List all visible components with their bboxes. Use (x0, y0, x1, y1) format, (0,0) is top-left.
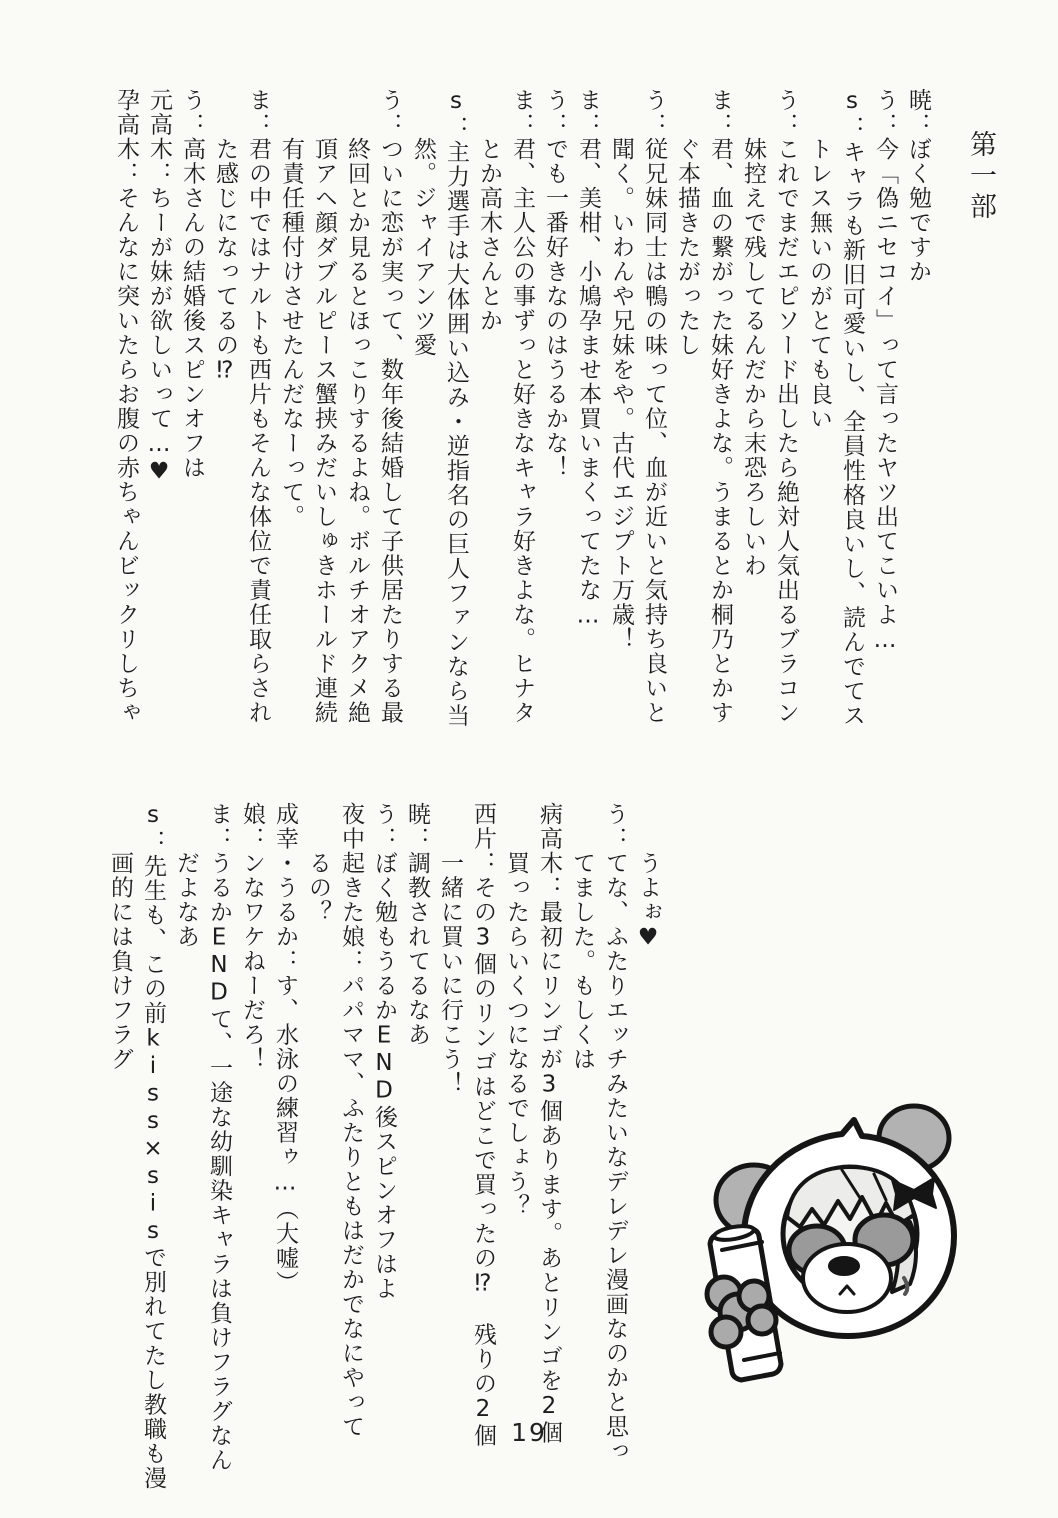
dialogue-line: s：主力選手は大体囲い込み・逆指名の巨人ファンなら当 (443, 88, 469, 728)
part-title: 第一部 (965, 130, 996, 223)
dialogue-line: ま：君、血の繋がった妹好きよな。うまるとか桐乃とかす (707, 88, 733, 725)
dialogue-line: だよなあ (173, 851, 199, 949)
dialogue-line: 画的には負けフラグ (107, 851, 133, 1072)
dialogue-line: う：でも一番好きなのはうるかな！ (542, 88, 568, 480)
dialogue-line: 西片：その3個のリンゴはどこで買ったの⁉ 残りの2個 (470, 802, 496, 1448)
dialogue-block-top (109, 88, 934, 778)
dialogue-line: う：高木さんの結婚後スピンオフは (179, 88, 205, 480)
dialogue-line: ま：君、主人公の事ずっと好きなキャラ好きよな。ヒナタ (509, 88, 535, 725)
dialogue-line: ま：君の中ではナルトも西片もそんな体位で責任取らされ (245, 88, 271, 725)
dialogue-line: 娘：ンなワケねーだろ！ (239, 802, 265, 1072)
dialogue-line: s：先生も、この前kiss×sisで別れてたし教職も漫 (140, 802, 166, 1491)
panda-nose (829, 1257, 859, 1275)
dialogue-line: s：キャラも新旧可愛いし、全員性格良いし、読んでてス (839, 88, 865, 728)
dialogue-line: 妹控えで残してるんだから末恐ろしいわ (740, 137, 766, 578)
dialogue-line: ま：君、美柑、小鳩孕ませ本買いまくってたな… (575, 88, 601, 630)
dialogue-line: 元高木：ちーが妹が欲しいって…♥ (146, 88, 172, 486)
dialogue-line: 暁：調教されてるなあ (404, 802, 430, 1047)
dialogue-line: う：ついに恋が実って、数年後結婚して子供居たりする最 (377, 88, 403, 725)
page-number: 19 (511, 1418, 547, 1447)
panda-hood-girl-illustration (692, 1082, 998, 1404)
dialogue-line: う：これでまだエピソード出したら絶対人気出るブラコン (773, 88, 799, 725)
panda-muzzle (803, 1244, 891, 1312)
dialogue-line: 一緒に買いに行こう！ (437, 851, 463, 1096)
dialogue-line: う：てな、ふたりエッチみたいなデレデレ漫画なのかと思っ (602, 802, 628, 1464)
dialogue-line: トレス無いのがとても良い (806, 137, 832, 431)
dialogue-block-bottom (103, 802, 664, 1502)
dialogue-line: 孕高木：そんなに突いたらお腹の赤ちゃんビックリしちゃ (113, 88, 139, 725)
dialogue-line: た感じになってるの⁉ (212, 137, 238, 385)
dialogue-line: 頂アヘ顔ダブルピース蟹挟みだいしゅきホールド連続 (311, 137, 337, 725)
dialogue-line: てました。もしくは (569, 851, 595, 1072)
dialogue-line: 夜中起きた娘：パパママ、ふたりともはだかでなにやって (338, 802, 364, 1439)
dialogue-line: ま：うるかENDて、一途な幼馴染キャラは負けフラグなん (206, 802, 232, 1473)
dialogue-line: ぐ本描きたがったし (674, 137, 700, 358)
dialogue-line: う：今「偽ニセコイ」って言ったヤツ出てこいよ… (872, 88, 898, 655)
dialogue-line: 成幸・うるか：す、水泳の練習ゥ…（大嘘） (272, 802, 298, 1295)
dialogue-line: うよぉ♥ (635, 851, 661, 952)
dialogue-line: 聞く。いわんや兄妹をや。古代エジプト万歳！ (608, 137, 634, 652)
dialogue-line: 然。ジャイアンツ愛 (410, 137, 436, 358)
dialogue-line: るの？ (305, 851, 331, 925)
dialogue-line: 買ったらいくつになるでしょう？ (503, 851, 529, 1219)
dialogue-line: 終回とか見るとほっこりするよね。ボルチオアクメ絶 (344, 137, 370, 725)
dialogue-line: 暁：ぼく勉ですか (905, 88, 931, 284)
dialogue-line: 病高木：最初にリンゴが3個あります。あとリンゴを2個 (536, 802, 562, 1445)
dialogue-line: う：ぼく勉もうるかEND後スピンオフはよ (371, 802, 397, 1301)
dialogue-line: 有責任種付けさせたんだなーって。 (278, 137, 304, 529)
dialogue-line: う：従兄妹同士は鴨の味って位、血が近いと気持ち良いと (641, 88, 667, 725)
dialogue-line: とか高木さんとか (476, 137, 502, 333)
